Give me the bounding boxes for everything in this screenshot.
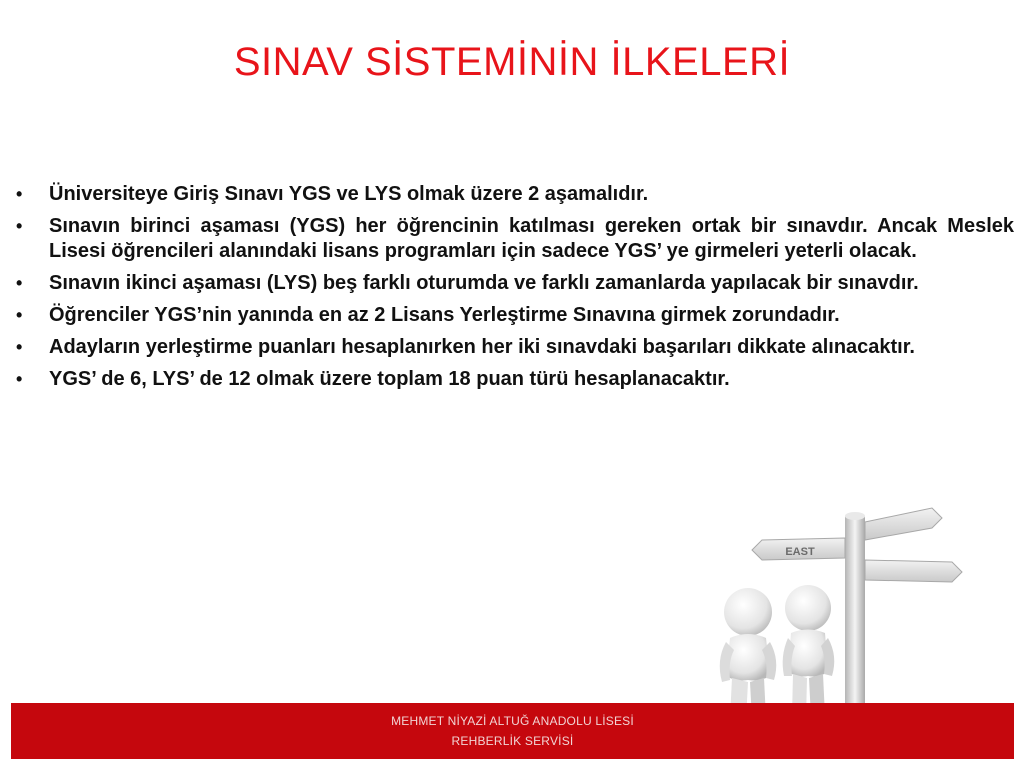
bullet-text: Sınavın ikinci aşaması (LYS) beş farklı oturumda ve farklı zamanlarda yapılacak bir sınavdır. bbox=[49, 272, 919, 294]
bullet-text: Üniversiteye Giriş Sınavı YGS ve LYS olmak üzere 2 aşamalıdır. bbox=[49, 183, 649, 205]
bullet-list bbox=[14, 182, 1014, 399]
bullet-item bbox=[14, 303, 1014, 328]
bullet-text: Adayların yerleştirme puanları hesaplanırken her iki sınavdaki başarıları dikkate alınacaktır. bbox=[49, 336, 915, 358]
bullet-marker: • bbox=[16, 305, 23, 325]
bullet-item bbox=[14, 182, 1014, 207]
bullet-text: Sınavın birinci aşaması (YGS) her öğrencinin katılması gereken ortak bir sınavdır. Ancak Meslek Lisesi öğrencileri alanındaki lisans programları için sadece YGS’ ye girmeleri yeterli olacak. bbox=[49, 215, 1014, 262]
bullet-text: Öğrenciler YGS’nin yanında en az 2 Lisans Yerleştirme Sınavına girmek zorundadır. bbox=[49, 304, 840, 326]
bullet-marker: • bbox=[16, 184, 23, 204]
footer-bar bbox=[11, 703, 1014, 759]
bullet-item bbox=[14, 335, 1014, 360]
bullet-marker: • bbox=[16, 369, 23, 389]
bullet-item bbox=[14, 214, 1014, 264]
footer-school-name: MEHMET NİYAZİ ALTUĞ ANADOLU LİSESİ bbox=[391, 714, 634, 728]
sign-label: EAST bbox=[785, 546, 815, 558]
bullet-text: YGS’ de 6, LYS’ de 12 olmak üzere toplam 18 puan türü hesaplanacaktır. bbox=[49, 368, 730, 390]
bullet-marker: • bbox=[16, 216, 23, 236]
bullet-marker: • bbox=[16, 337, 23, 357]
bullet-marker: • bbox=[16, 273, 23, 293]
bullet-item bbox=[14, 271, 1014, 296]
footer-department: REHBERLİK SERVİSİ bbox=[451, 734, 574, 748]
bullet-item bbox=[14, 367, 1014, 392]
slide-title: SINAV SİSTEMİNİN İLKELERİ bbox=[233, 40, 791, 84]
